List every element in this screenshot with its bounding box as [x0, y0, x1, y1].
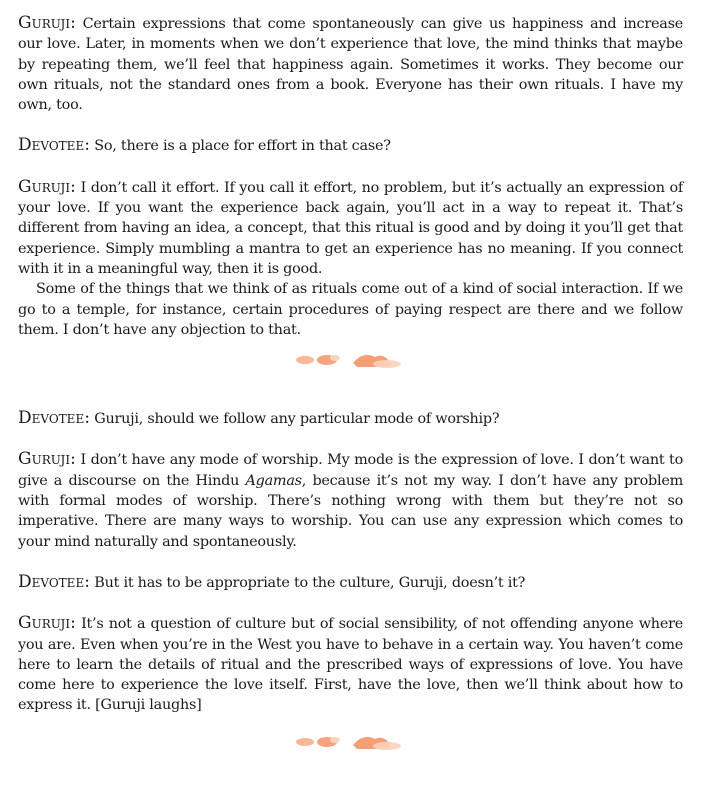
speaker-label: Devotee:: [18, 571, 90, 592]
dialogue-paragraph: [18, 408, 683, 429]
dialogue-text-before: I don’t have any mode of worship. My mode is the expression of love. I don’t want to give a discourse on the Hindu: [18, 452, 683, 489]
dialogue-paragraph: [18, 177, 683, 279]
speaker-label: Guruji:: [18, 613, 76, 634]
flower-petals-ornament-icon: [291, 731, 411, 753]
dialogue-text: Guruji, should we follow any particular mode of worship?: [94, 411, 500, 428]
speaker-label: Devotee:: [18, 408, 90, 429]
dialogue-paragraph: [18, 613, 683, 715]
emphasis-term: Agamas: [245, 472, 302, 489]
dialogue-paragraph: [18, 449, 683, 551]
dialogue-paragraph: [18, 13, 683, 115]
section-ornament: [18, 730, 683, 754]
dialogue-text: So, there is a place for effort in that case?: [94, 138, 391, 155]
dialogue-text: But it has to be appropriate to the culture, Guruji, doesn’t it?: [94, 574, 526, 591]
dialogue-text-after: , because it’s not my way. I don’t have any problem with formal modes of worship. There’s nothing wrong with them but they’re not so imperative. There are many ways to worship. You can use any expression which comes to your mind naturally and spontaneously.: [18, 472, 683, 550]
speaker-label: Guruji:: [18, 449, 76, 470]
dialogue-paragraph: [18, 572, 683, 593]
speaker-label: Devotee:: [18, 135, 90, 156]
speaker-label: Guruji:: [18, 13, 76, 33]
dialogue-text: It’s not a question of culture but of social sensibility, of not offending anyone where you are. Even when you’re in the West you have to behave in a certain way. You haven’t come here to learn the details of ritual and the prescribed ways of expressions of love. You have come here to experience the love itself. First, have the love, then we’ll think about how to express it. [Guruji laughs]: [18, 616, 683, 714]
flower-petals-ornament-icon: [291, 349, 411, 371]
document-page: [18, 13, 683, 754]
dialogue-continuation: Some of the things that we think of as rituals come out of a kind of social interaction. If we go to a temple, for instance, certain procedures of paying respect are there and we follow them. I don’t have any objection to that.: [18, 281, 683, 338]
dialogue-paragraph: [18, 135, 683, 156]
dialogue-text: I don’t call it effort. If you call it effort, no problem, but it’s actually an expression of your love. If you want the experience back again, you’ll act in a way to repeat it. That’s different from having an idea, a concept, that this ritual is good and by doing it you’ll get that experience. Simply mumbling a mantra to get an experience has no meaning. If you connect with it in a meaningful way, then it is good.: [18, 179, 683, 277]
dialogue-text: Certain expressions that come spontaneously can give us happiness and increase our love. Later, in moments when we don’t experience that love, the mind thinks that maybe by repeating them, we’ll feel that happiness again. Sometimes it works. They become our own rituals, not the standard ones from a book. Everyone has their own rituals. I have my own, too.: [18, 16, 683, 114]
speaker-label: Guruji:: [18, 176, 76, 197]
section-ornament: [18, 348, 683, 372]
